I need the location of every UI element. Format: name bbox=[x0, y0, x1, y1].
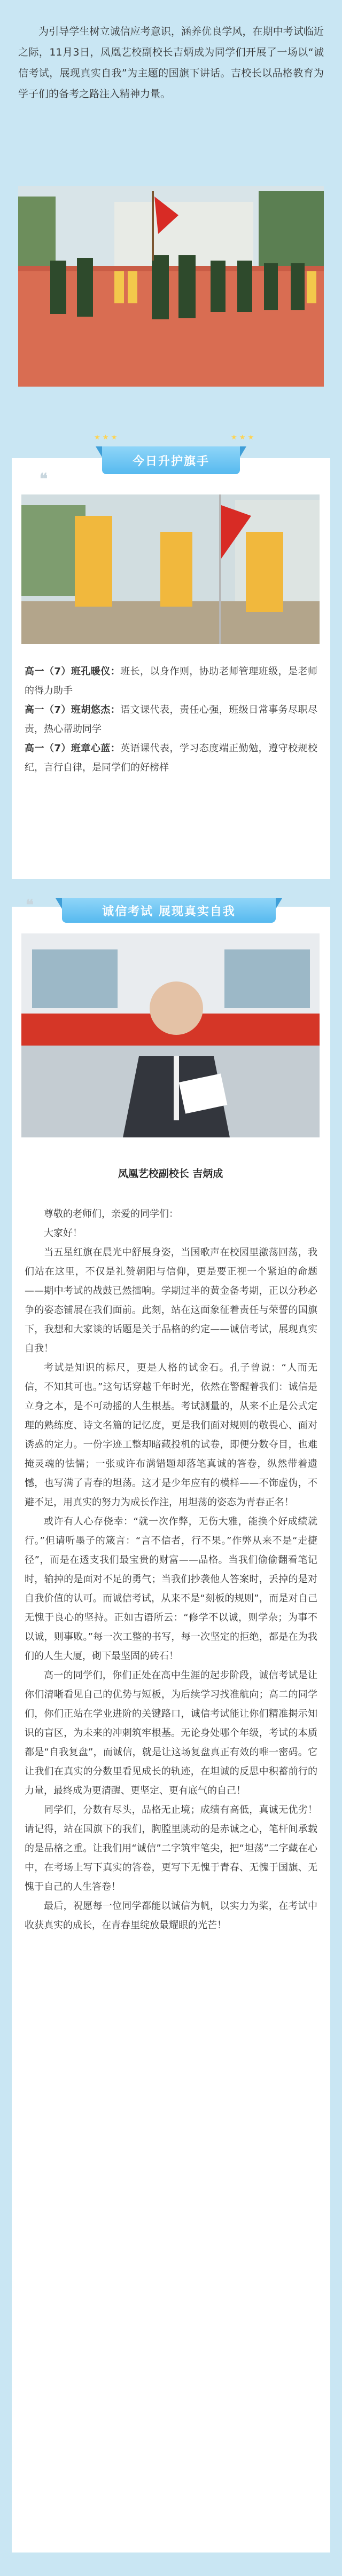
speech-paragraph-6: 最后，祝愿每一位同学都能以诚信为帆，以实力为桨，在考试中收获真实的成长，在青春里绽放最耀眼的光芒！ bbox=[25, 1900, 317, 1931]
quote-mark-icon: ❝ bbox=[40, 470, 48, 488]
section-title-flag-guards bbox=[102, 446, 240, 474]
guard-desc-1: 班长，以身作则，协助老师管理班级，是老师的得力助手 bbox=[25, 666, 317, 696]
speech-paragraph-5: 同学们，分数有尽头，品格无止境；成绩有高低，真诚无优劣！请记得，站在国旗下的我们，胸膛里跳动的是赤诚之心，笔杆间承载的是品格之重。让我们用“诚信”二字筑牢笔尖，把“坦荡”二字藏在心中，在考场上写下真实的答卷，更写下无愧于青春、无愧于国旗、无愧于自己的人生答卷！ bbox=[25, 1804, 317, 1892]
flag-ceremony-photo bbox=[18, 186, 324, 387]
section-title-speech bbox=[62, 898, 276, 923]
guard-name-2: 高一（7）班胡悠杰： bbox=[25, 704, 121, 716]
intro-paragraph: 为引导学生树立诚信应考意识，涵养优良学风，在期中考试临近之际，11月3日，凤凰艺校副校长吉炳成为同学们开展了一场以“诚信考试，展现真实自我”为主题的国旗下讲话。吉校长以品格教育为学子们的备考之路注入精神力量。 bbox=[18, 26, 324, 100]
guard-desc-3: 英语课代表，学习态度端正勤勉，遵守校规校纪，言行自律，是同学们的好榜样 bbox=[25, 743, 317, 773]
speech-paragraph-1: 当五星红旗在晨光中舒展身姿，当国歌声在校园里激荡回荡，我们站在这里，不仅是礼赞朝阳与信仰，更是要正视一个紧迫的命题——期中考试的战鼓已然擂响。学期过半的黄金备考期，正以分秒必争的姿态铺展在我们面前。此刻，站在这面象征着责任与荣誓的国旗下，我想和大家谈的话题是关于品格的约定——诚信考试，展现真实自我！ bbox=[25, 1247, 317, 1354]
speech-greeting: 尊敬的老师们，亲爱的同学们： bbox=[44, 1208, 178, 1220]
speech-hello: 大家好！ bbox=[44, 1228, 82, 1239]
star-decoration-icon: ★ ★ ★ bbox=[94, 434, 118, 442]
speech-text bbox=[25, 1205, 317, 1935]
flag-guards-photo bbox=[21, 494, 320, 644]
guard-line-1 bbox=[25, 662, 317, 701]
speech-paragraph-2: 考试是知识的标尺，更是人格的试金石。孔子曾说：“人而无信，不知其可也。”这句话穿越千年时光，依然在警醒着我们：诚信是立身之本，是不可动摇的人生根基。考试测量的，从来不止是公式定理的熟练度、诗文名篇的记忆度，更是我们面对规则的敬畏心、面对诱惑的定力。一份字迹工整却暗藏投机的试卷，即便分数夺目，也难掩灵魂的怯懦；一张或许布满错题却落笔真诚的答卷，纵然带着遗憾，也写满了青春的坦荡。这才是少年应有的模样——不饰虚伪，不避不足，用真实的努力为成长作注，用坦荡的姿态为青春正名！ bbox=[25, 1362, 317, 1508]
guard-name-3: 高一（7）班章心蓝： bbox=[25, 743, 121, 754]
guard-desc-2: 语文课代表，责任心强，班级日常事务尽职尽责，热心帮助同学 bbox=[25, 704, 317, 735]
speaker-photo bbox=[21, 933, 320, 1137]
guard-line-2 bbox=[25, 701, 317, 739]
guard-name-1: 高一（7）班孔暖仪： bbox=[25, 666, 121, 677]
speech-paragraph-4: 高一的同学们，你们正处在高中生涯的起步阶段，诚信考试是让你们清晰看见自己的优势与短板，为后续学习找准航向；高二的同学们，你们正站在学业进阶的关键路口，诚信考试能让你们精准揭示知识的盲区，为未来的冲刺筑牢根基。无论身处哪个年级，考试的本质都是“自我复盘”，而诚信，就是让这场复盘真正有效的唯一密码。它让我们在真实的分数里看见成长的轨迹，在坦诚的反思中积蓄前行的力量，最终成为更清醒、更坚定、更有底气的自己！ bbox=[25, 1670, 317, 1796]
flag-guards-list bbox=[25, 662, 317, 777]
speech-paragraph-3: 或许有人心存侥幸：“就一次作弊，无伤大雅，能换个好成绩就行。”但请听墨子的箴言：“言不信者，行不果。”作弊从来不是“走捷径”，而是在透支我们最宝贵的财富——品格。当我们偷偷翻看笔记时，输掉的是面对不足的勇气；当我们抄袭他人答案时，丢掉的是对自我价值的认可。而诚信考试，从来不是“刻板的规则”，而是对自己无愧于良心的坚持。正如古语所云：“修学不以诚，则学杂；为事不以诚，则事败。”每一次工整的书写，每一次坚定的拒绝，都是在为我们的人生大厦，砌下最坚固的砖石！ bbox=[25, 1516, 317, 1662]
section-title-text: 今日升护旗手 bbox=[132, 454, 209, 468]
speaker-caption: 凤凰艺校副校长 吉炳成 bbox=[118, 1168, 223, 1180]
quote-mark-icon: ❝ bbox=[26, 896, 34, 914]
star-decoration-icon: ★ ★ ★ bbox=[231, 434, 254, 442]
speech-title-text: 诚信考试 展现真实自我 bbox=[102, 905, 236, 918]
guard-line-3 bbox=[25, 739, 317, 777]
